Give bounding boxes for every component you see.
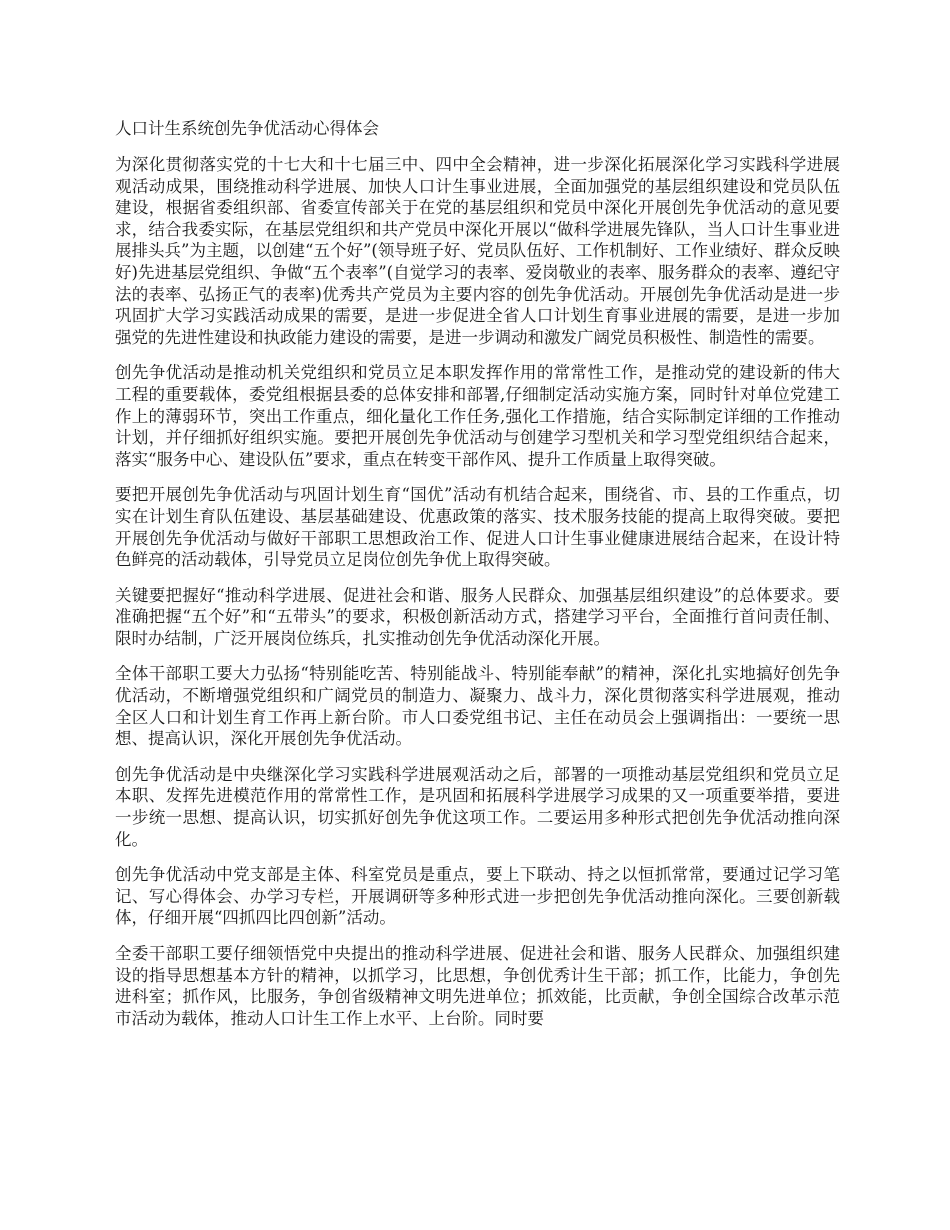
paragraph: 关键要把握好“推动科学进展、促进社会和谐、服务人民群众、加强基层组织建设”的总体要求。要准确把握“五个好”和“五带头”的要求，积极创新活动方式，搭建学习平台，全面推行首问责任制、限时办结制，广泛开展岗位练兵，扎实推动创先争优活动深化开展。: [115, 585, 840, 648]
document-title: 人口计生系统创先争优活动心得体会: [115, 119, 379, 138]
paragraph: 要把开展创先争优活动与巩固计划生育“国优”活动有机结合起来，围绕省、市、县的工作重点，切实在计划生育队伍建设、基层基础建设、优惠政策的落实、技术服务技能的提高上取得突破。要把开展创先争优活动与做好干部职工思想政治工作、促进人口计生事业健康进展结合起来，在设计特色鲜亮的活动载体，引导党员立足岗位创先争优上取得突破。: [115, 485, 840, 570]
paragraph: 创先争优活动是推动机关党组织和党员立足本职发挥作用的常常性工作，是推动党的建设新的伟大工程的重要载体，委党组根据县委的总体安排和部署,仔细制定活动实施方案，同时针对单位党建工作上的薄弱环节，突出工作重点，细化量化工作任务,强化工作措施，结合实际制定详细的工作推动计划，并仔细抓好组织实施。要把开展创先争优活动与创建学习型机关和学习型党组织结合起来，落实“服务中心、建设队伍”要求，重点在转变干部作风、提升工作质量上取得突破。: [115, 363, 840, 469]
paragraph: 全体干部职工要大力弘扬“特别能吃苦、特别能战斗、特别能奉献”的精神，深化扎实地搞好创先争优活动，不断增强党组织和广阔党员的制造力、凝聚力、战斗力，深化贯彻落实科学进展观，推动全区人口和计划生育工作再上新台阶。市人口委党组书记、主任在动员会上强调指出：一要统一思想、提高认识，深化开展创先争优活动。: [115, 664, 840, 749]
paragraph: 创先争优活动中党支部是主体、科室党员是重点，要上下联动、持之以恒抓常常，要通过记学习笔记、写心得体会、办学习专栏，开展调研等多种形式进一步把创先争优活动推向深化。三要创新载体，仔细开展“四抓四比四创新”活动。: [115, 865, 840, 928]
paragraph: 创先争优活动是中央继深化学习实践科学进展观活动之后，部署的一项推动基层党组织和党员立足本职、发挥先进模范作用的常常性工作，是巩固和拓展科学进展学习成果的又一项重要举措，要进一步统一思想、提高认识，切实抓好创先争优这项工作。二要运用多种形式把创先争优活动推向深化。: [115, 764, 840, 849]
paragraph: 全委干部职工要仔细领悟党中央提出的推动科学进展、促进社会和谐、服务人民群众、加强组织建设的指导思想基本方针的精神，以抓学习，比思想，争创优秀计生干部；抓工作，比能力，争创先进科室；抓作风，比服务，争创省级精神文明先进单位；抓效能，比贡献，争创全国综合改革示范市活动为载体，推动人口计生工作上水平、上台阶。同时要: [115, 944, 840, 1028]
document-page: [115, 118, 840, 1043]
paragraph: 为深化贯彻落实党的十七大和十七届三中、四中全会精神，进一步深化拓展深化学习实践科学进展观活动成果，围绕推动科学进展、加快人口计生事业进展，全面加强党的基层组织建设和党员队伍建设，根据省委组织部、省委宣传部关于在党的基层组织和党员中深化开展创先争优活动的意见要求，结合我委实际，在基层党组织和共产党员中深化开展以“做科学进展先锋队，当人口计生事业进展排头兵”为主题，以创建“五个好”(领导班子好、党员队伍好、工作机制好、工作业绩好、群众反映好)先进基层党组织、争做“五个表率”(自觉学习的表率、爱岗敬业的表率、服务群众的表率、遵纪守法的表率、弘扬正气的表率)优秀共产党员为主要内容的创先争优活动。开展创先争优活动是进一步巩固扩大学习实践活动成果的需要，是进一步促进全省人口计划生育事业进展的需要，是进一步加强党的先进性建设和执政能力建设的需要，是进一步调动和激发广阔党员积极性、制造性的需要。: [115, 155, 840, 347]
